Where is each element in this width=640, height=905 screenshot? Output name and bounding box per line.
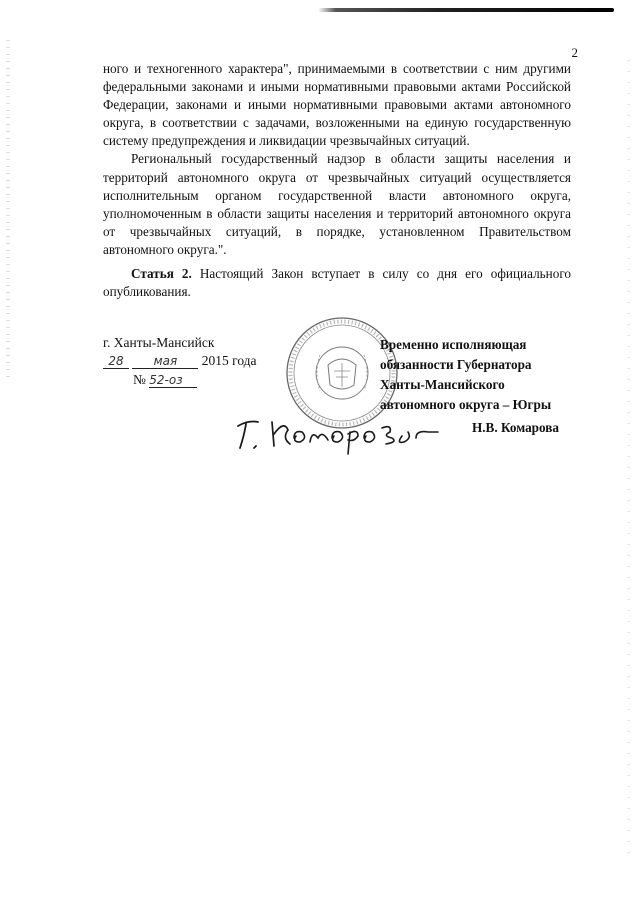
seal-emblem-detail bbox=[334, 363, 350, 387]
signature-stroke bbox=[382, 427, 438, 444]
signer-name: Н.В. Комарова bbox=[472, 420, 559, 435]
signature-stroke bbox=[238, 422, 258, 449]
signature-stroke bbox=[272, 422, 290, 446]
signing-date bbox=[103, 353, 257, 369]
governor-title bbox=[380, 335, 580, 415]
scan-top-rule bbox=[318, 8, 614, 12]
date-month: мая bbox=[132, 354, 198, 369]
article-label: Статья 2. bbox=[131, 266, 192, 281]
scan-margin-artifact bbox=[6, 40, 10, 380]
title-line: обязанности Губернатора bbox=[380, 357, 532, 372]
article-2 bbox=[103, 265, 571, 301]
law-number bbox=[133, 372, 197, 388]
date-year: 2015 года bbox=[201, 353, 257, 368]
title-line: Временно исполняющая bbox=[380, 337, 527, 352]
scan-margin-artifact bbox=[627, 60, 630, 860]
page-number: 2 bbox=[571, 45, 578, 60]
law-body-text bbox=[103, 60, 571, 259]
title-line: Ханты-Мансийского bbox=[380, 377, 505, 392]
handwritten-signature bbox=[232, 408, 442, 456]
number-value: 52-оз bbox=[149, 373, 197, 388]
title-line: автономного округа – Югры bbox=[380, 397, 552, 412]
number-sign: № bbox=[133, 372, 146, 387]
signing-place: г. Ханты-Мансийск bbox=[103, 335, 215, 350]
date-day: 28 bbox=[103, 354, 129, 369]
article-text: Настоящий Закон вступает в силу со дня его официального опубликования. bbox=[103, 266, 571, 300]
signature-stroke bbox=[294, 432, 343, 442]
signature-stroke bbox=[348, 431, 375, 454]
paragraph: Региональный государственный надзор в области защиты населения и территорий автономного округа от чрезвычайных ситуаций осуществляется исполнительным органом государственной власти автономного округа, уполномоченным в области защиты населения и территорий автономного округа от чрезвычайных ситуаций, в порядке, установленном Правительством автономного округа.". bbox=[103, 151, 571, 257]
paragraph: ного и техногенного характера", принимаемыми в соответствии с ним другими федеральными законами и иными нормативными правовыми актами Российской Федерации, законами и иными нормативными правовыми актами автономного округа, в соответствии с задачами, возложенными на единую государственную систему предупреждения и ликвидации чрезвычайных ситуаций. bbox=[103, 61, 571, 149]
